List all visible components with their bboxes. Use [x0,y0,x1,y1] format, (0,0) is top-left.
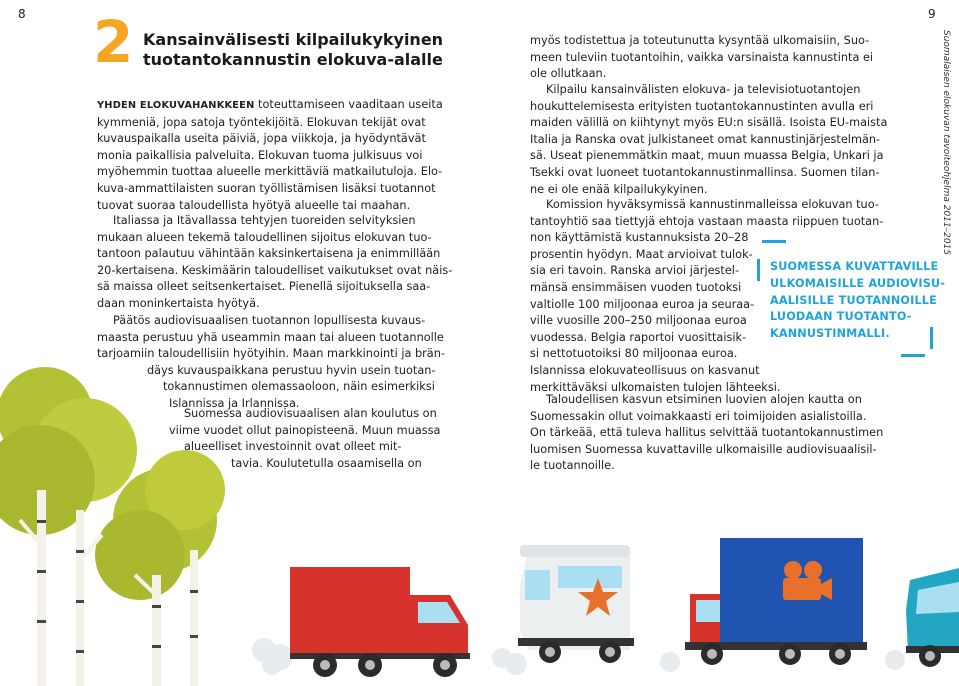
pull-quote-line: SUOMESSA KUVATTAVILLE [770,260,939,273]
text-line: valtiolle 100 miljoonaa euroa ja seuraa- [530,297,755,311]
running-header: Suomalaisen elokuvan tavoiteohjelma 2011–2015 [941,30,951,256]
text-line: mänsä ensimmäisen vuoden tuotoksi [530,280,742,294]
quote-bracket [930,327,933,349]
text-line: meen tuleviin tuotantoihin, vaikka varsinaista kannustinta ei [530,50,874,64]
text-line: 20-kertaisena. Keskimäärin taloudelliset vaikutukset ovat näis- [97,263,453,277]
text-line: vuodessa. Belgia raportoi vuosittaisik- [530,330,747,344]
text-line: myöhemmin tuottaa alueelle merkittäviä matkailutuloja. Elo- [97,165,443,179]
red-truck-illustration [250,555,480,686]
text-line: Italia ja Ranska ovat julkistaneet omat kannustinjärjestelmän- [530,132,881,146]
text-line: kuvauspaikalla useita päiviä, jopa viikkoja, ja hyödyntävät [97,132,426,146]
text-line: däys kuvauspaikkana perustuu hyvin usein tuotan- [147,363,436,377]
chapter-title [143,30,443,70]
text-line: Taloudellisen kasvun etsiminen luovien alojen kautta on [546,393,862,406]
text-line: houkuttelemisesta erityisten tuotantokannustinten avulla eri [530,99,874,113]
text-line: alueelliset investoinnit ovat olleet mit- [184,440,402,454]
quote-bracket [757,259,760,281]
text-line: luomisen Suomessa kuvattaville ulkomaisille audiovisuaalisil- [530,442,877,456]
text-line: Komission hyväksymissä kannustinmalleissa elokuvan tuo- [546,198,879,211]
page-number-right: 9 [928,7,936,21]
text-line: Päätös audiovisuaalisen tuotannon lopullisesta kuvaus- [113,314,426,327]
text-line: tantoon palautuu vähintään kaksinkertaisena ja enimmillään [97,247,441,261]
text-line: maiden välillä on kiihtynyt myös EU:n sisällä. Isoista EU-maista [530,116,888,130]
text-line: kymmeniä, jopa satoja työntekijöitä. Elokuvan tekijät ovat [97,115,426,129]
pull-quote-line: AALISILLE TUOTANNOILLE [770,293,937,307]
text-line: Kilpailu kansainvälisten elokuva- ja televisiotuotantojen [546,83,861,96]
page-number-left: 8 [18,7,26,21]
text-line: ville vuosille 200–250 miljoonaa euroa [530,314,747,328]
pull-quote-line: LUODAAN TUOTANTO- [770,310,912,324]
text-line: sia eri tavoin. Ranska arvioi järjestel- [530,264,740,278]
pull-quote-line: KANNUSTINMALLI. [770,327,890,341]
text-line: monia paikallisia palveluita. Elokuvan tuoma julkisuus voi [97,148,423,162]
text-line: viime vuodet ollut painopisteenä. Muun muassa [169,423,441,437]
right-paragraph-1 [530,33,874,83]
text-line: le tuotannoille. [530,459,615,473]
text-line: tarjoamiin taloudellisiin hyötyihin. Maan markkinointi ja brän- [97,347,445,361]
text-line: Islannissa elokuvateollisuus on kasvanut [530,363,760,377]
text-line: Suomessa audiovisuaalisen alan koulutus on [184,407,437,420]
text-line: sä. Useat pienemmätkin maat, muun muassa Belgia, Unkari ja [530,149,884,163]
text-line: si nettotuotoiksi 80 miljoonaa euroa. [530,347,738,361]
text-line: merkittäväksi ulkomaisten tulojen lähteeksi. [530,380,781,394]
text-line: tuovat suoraa taloudellista hyötyä alueelle tai maahan. [97,198,411,212]
text-line: Suomessakin ollut voimakkaasti eri toimijoiden asialistoilla. [530,409,867,423]
exhaust-cloud [252,638,293,675]
chapter-title-line: tuotantokannustin elokuva-alalle [143,50,443,69]
trees-illustration [0,360,250,686]
text-line: maasta perustuu yhä useammin maan tai alueen tuotannolle [97,330,444,344]
lead-in: YHDEN ELOKUVAHANKKEEN [97,100,255,111]
text-line: myös todistettua ja toteutunutta kysyntää ulkomaisiin, Suo- [530,34,870,47]
quote-bracket [901,354,925,357]
text-line: ne ei ole enää kilpailukykyinen. [530,182,708,196]
right-paragraph-4 [530,392,884,475]
text-line: prosentin hyödyn. Maat arvioivat tulok- [530,247,753,261]
chapter-title-line: Kansainvälisesti kilpailukykyinen [143,30,444,49]
truck-body [290,567,410,655]
paragraph-2 [97,213,453,313]
quote-bracket [762,240,786,243]
text-line: mukaan alueen tekemä taloudellinen sijoitus elokuvan tuo- [97,230,432,244]
text-line: tantoyhtiö saa tiettyjä ehtoja vastaan maasta riippuen tuotan- [530,214,884,228]
vehicles-illustration [480,530,959,686]
text-line: Tsekki ovat luoneet tuotantokannustinmallinsa. Suomen tilan- [530,165,880,179]
pull-quote [770,259,946,343]
camper-van [492,545,634,675]
text-line: toteuttamiseen vaaditaan useita [254,98,443,111]
text-line: non käyttämistä kustannuksista 20–28 [530,231,749,245]
text-line: ole ollutkaan. [530,67,607,81]
text-line: On tärkeää, että tuleva hallitus selvittää tuotantokannustimen [530,426,884,440]
text-line: Islannissa ja Irlannissa. [169,396,300,410]
right-paragraph-2 [530,82,888,198]
pull-quote-line: ULKOMAISILLE AUDIOVISU- [770,276,946,290]
blue-truck [660,538,867,672]
chapter-number: 2 [93,8,134,76]
text-line: tokannustimen olemassaoloon, näin esimerkiksi [163,380,435,394]
teal-van [885,568,959,670]
text-line: daan moninkertaista hyötyä. [97,296,260,310]
text-line: Italiassa ja Itävallassa tehtyjen tuoreiden selvityksien [113,214,416,227]
text-line: sä maissa olleet seitsenkertaiset. Pienellä sijoituksella saa- [97,280,431,294]
paragraph-1 [97,97,443,214]
text-line: tavia. Koulutetulla osaamisella on [231,456,422,470]
text-line: kuva-ammattilaisten suoran työllistämisen lisäksi tuotannot [97,181,436,195]
